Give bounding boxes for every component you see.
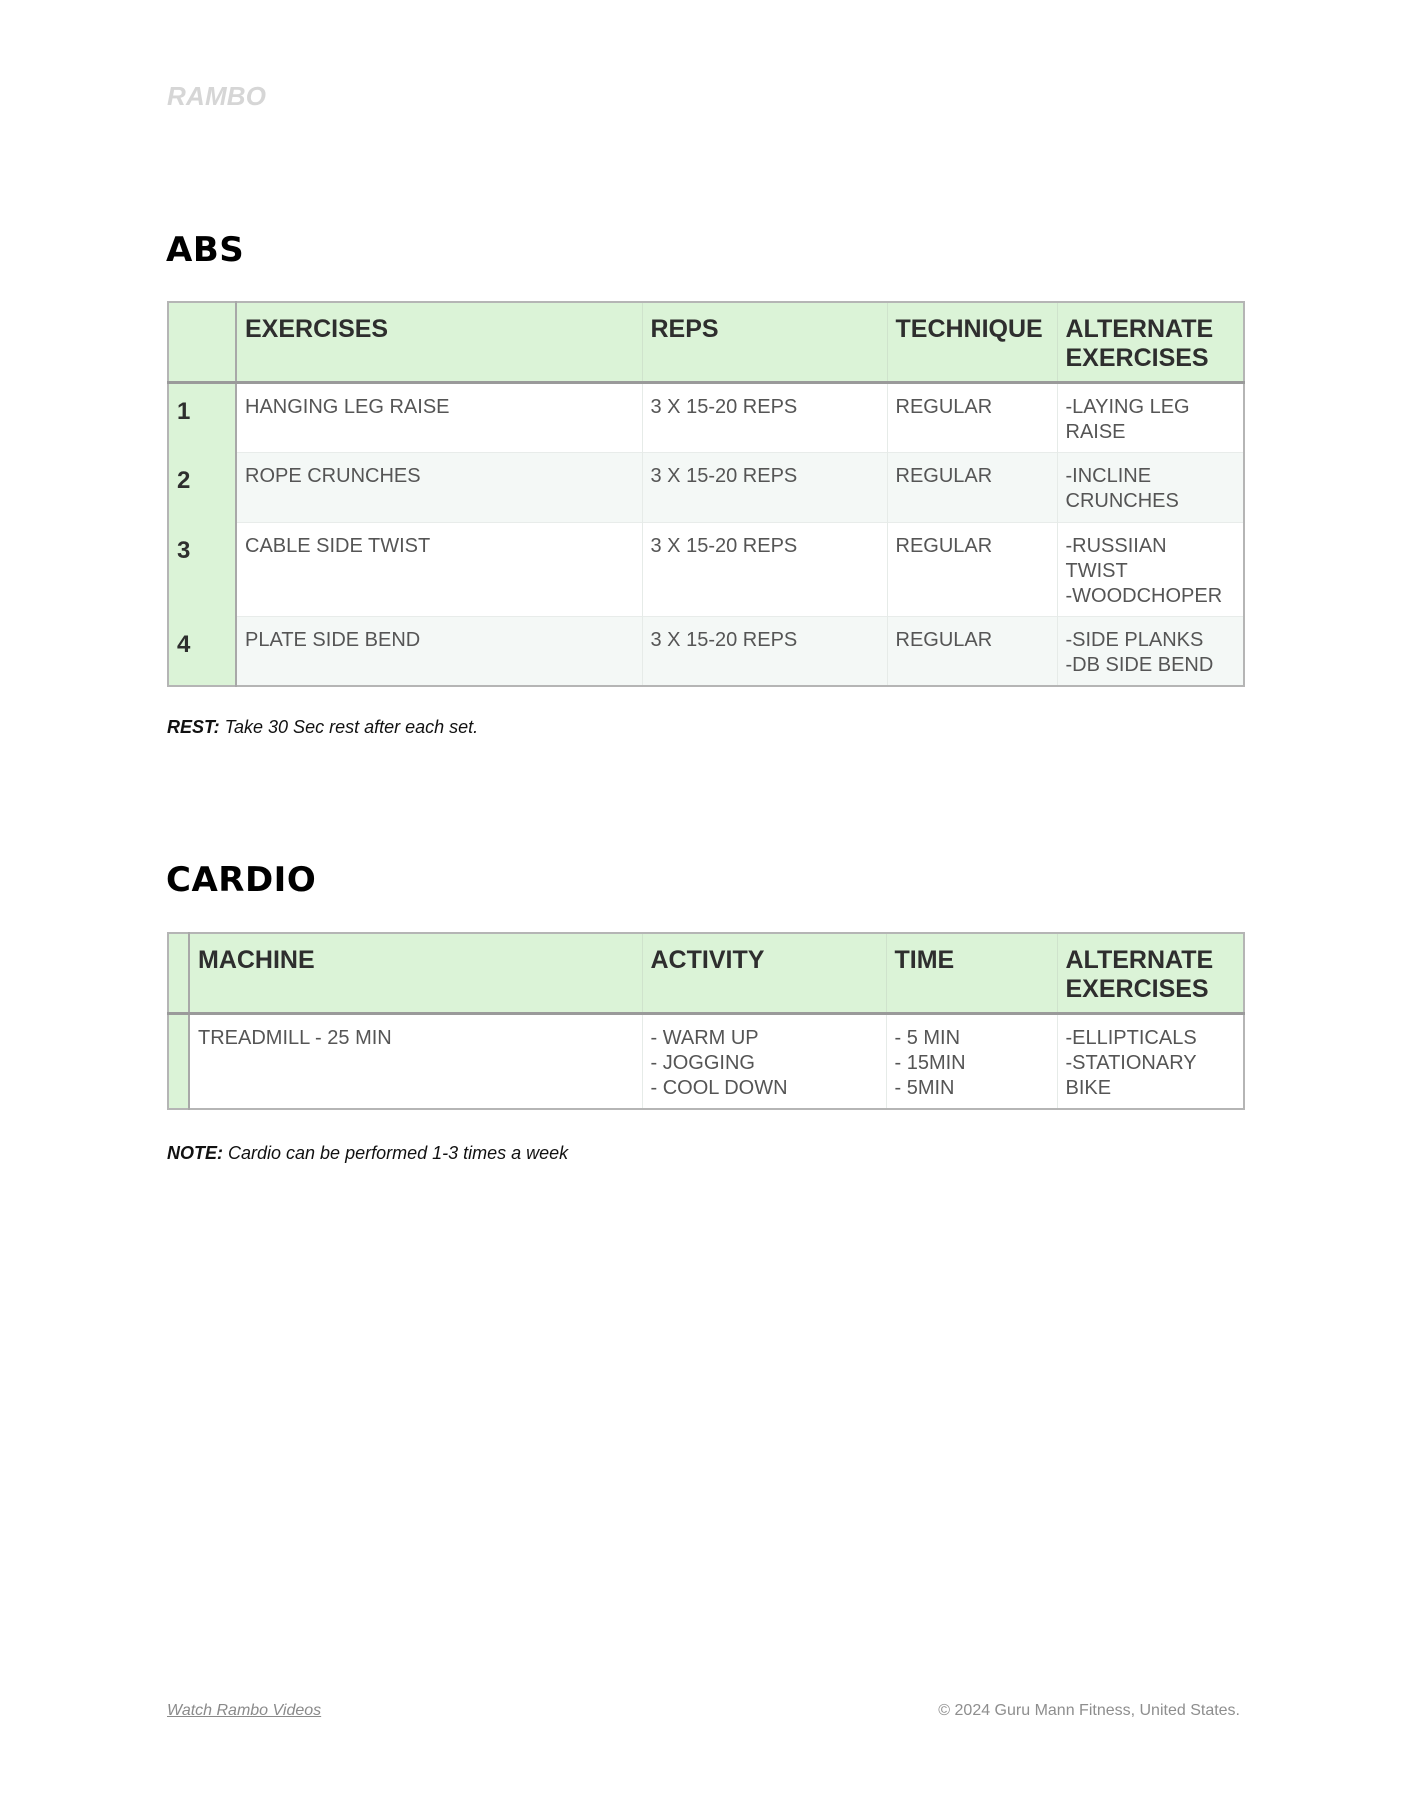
cardio-table-header xyxy=(168,933,1244,1013)
rest-note xyxy=(167,716,478,738)
activity-line: - JOGGING xyxy=(650,1051,755,1074)
cardio-note xyxy=(167,1142,568,1164)
alternate-line: RAISE xyxy=(1065,420,1126,443)
abs-header-reps: REPS xyxy=(642,302,887,382)
row-number: 4 xyxy=(168,616,236,686)
time-line: - 5 MIN xyxy=(894,1026,961,1049)
cardio-machine: TREADMILL - 25 MIN xyxy=(189,1013,642,1109)
time-line: - 15MIN xyxy=(894,1051,966,1074)
alternate-line: -DB SIDE BEND xyxy=(1065,653,1214,676)
table-row xyxy=(168,616,1244,686)
cardio-section-title: CARDIO xyxy=(166,860,317,900)
cardio-activity xyxy=(642,1013,886,1109)
alternate-line: -RUSSIIAN xyxy=(1065,534,1167,557)
exercise-name: PLATE SIDE BEND xyxy=(236,616,642,686)
cardio-header-alternates: ALTERNATE EXERCISES xyxy=(1057,933,1244,1013)
alternate-line: -ELLIPTICALS xyxy=(1065,1026,1197,1049)
alternate-line: -WOODCHOPER xyxy=(1065,584,1223,607)
exercise-technique: REGULAR xyxy=(887,382,1057,452)
exercise-reps: 3 X 15-20 REPS xyxy=(642,382,887,452)
abs-header-num xyxy=(168,302,236,382)
watch-videos-link[interactable]: Watch Rambo Videos xyxy=(167,1702,322,1719)
abs-table-header xyxy=(168,302,1244,382)
exercise-name: CABLE SIDE TWIST xyxy=(236,522,642,616)
cardio-alternates xyxy=(1057,1013,1244,1109)
exercise-technique: REGULAR xyxy=(887,616,1057,686)
rest-note-label: REST: xyxy=(167,717,220,737)
time-line: - 5MIN xyxy=(894,1076,955,1099)
rest-note-text: Take 30 Sec rest after each set. xyxy=(219,717,479,737)
exercise-name: HANGING LEG RAISE xyxy=(236,382,642,452)
exercise-alternates xyxy=(1057,616,1244,686)
copyright-text: © 2024 Guru Mann Fitness, United States. xyxy=(938,1702,1240,1719)
cardio-note-label: NOTE: xyxy=(167,1143,223,1163)
exercise-technique: REGULAR xyxy=(887,452,1057,522)
program-label: RAMBO xyxy=(167,81,267,111)
alternate-line: CRUNCHES xyxy=(1065,489,1179,512)
abs-table xyxy=(167,301,1245,687)
exercise-technique: REGULAR xyxy=(887,522,1057,616)
row-stub xyxy=(168,1013,189,1109)
cardio-header-stub xyxy=(168,933,189,1013)
alternate-line: TWIST xyxy=(1065,559,1128,582)
table-row xyxy=(168,1013,1244,1109)
cardio-header-machine: MACHINE xyxy=(189,933,642,1013)
exercise-alternates xyxy=(1057,452,1244,522)
table-row xyxy=(168,382,1244,452)
activity-line: - COOL DOWN xyxy=(650,1076,788,1099)
abs-header-technique: TECHNIQUE xyxy=(887,302,1057,382)
row-number: 2 xyxy=(168,452,236,522)
abs-section-title: ABS xyxy=(166,230,245,270)
exercise-alternates xyxy=(1057,382,1244,452)
exercise-reps: 3 X 15-20 REPS xyxy=(642,522,887,616)
table-row xyxy=(168,522,1244,616)
exercise-reps: 3 X 15-20 REPS xyxy=(642,616,887,686)
alternate-line: BIKE xyxy=(1065,1076,1112,1099)
alternate-line: -INCLINE xyxy=(1065,464,1152,487)
abs-header-alternates: ALTERNATE EXERCISES xyxy=(1057,302,1244,382)
alternate-line: -SIDE PLANKS xyxy=(1065,628,1204,651)
exercise-reps: 3 X 15-20 REPS xyxy=(642,452,887,522)
row-number: 1 xyxy=(168,382,236,452)
exercise-alternates xyxy=(1057,522,1244,616)
cardio-header-time: TIME xyxy=(886,933,1057,1013)
cardio-header-activity: ACTIVITY xyxy=(642,933,886,1013)
cardio-note-text: Cardio can be performed 1-3 times a week xyxy=(223,1143,569,1163)
table-row xyxy=(168,452,1244,522)
abs-header-exercises: EXERCISES xyxy=(236,302,642,382)
cardio-time xyxy=(886,1013,1057,1109)
cardio-table xyxy=(167,932,1245,1110)
activity-line: - WARM UP xyxy=(650,1026,759,1049)
row-number: 3 xyxy=(168,522,236,616)
alternate-line: -STATIONARY xyxy=(1065,1051,1197,1074)
alternate-line: -LAYING LEG xyxy=(1065,395,1190,418)
exercise-name: ROPE CRUNCHES xyxy=(236,452,642,522)
